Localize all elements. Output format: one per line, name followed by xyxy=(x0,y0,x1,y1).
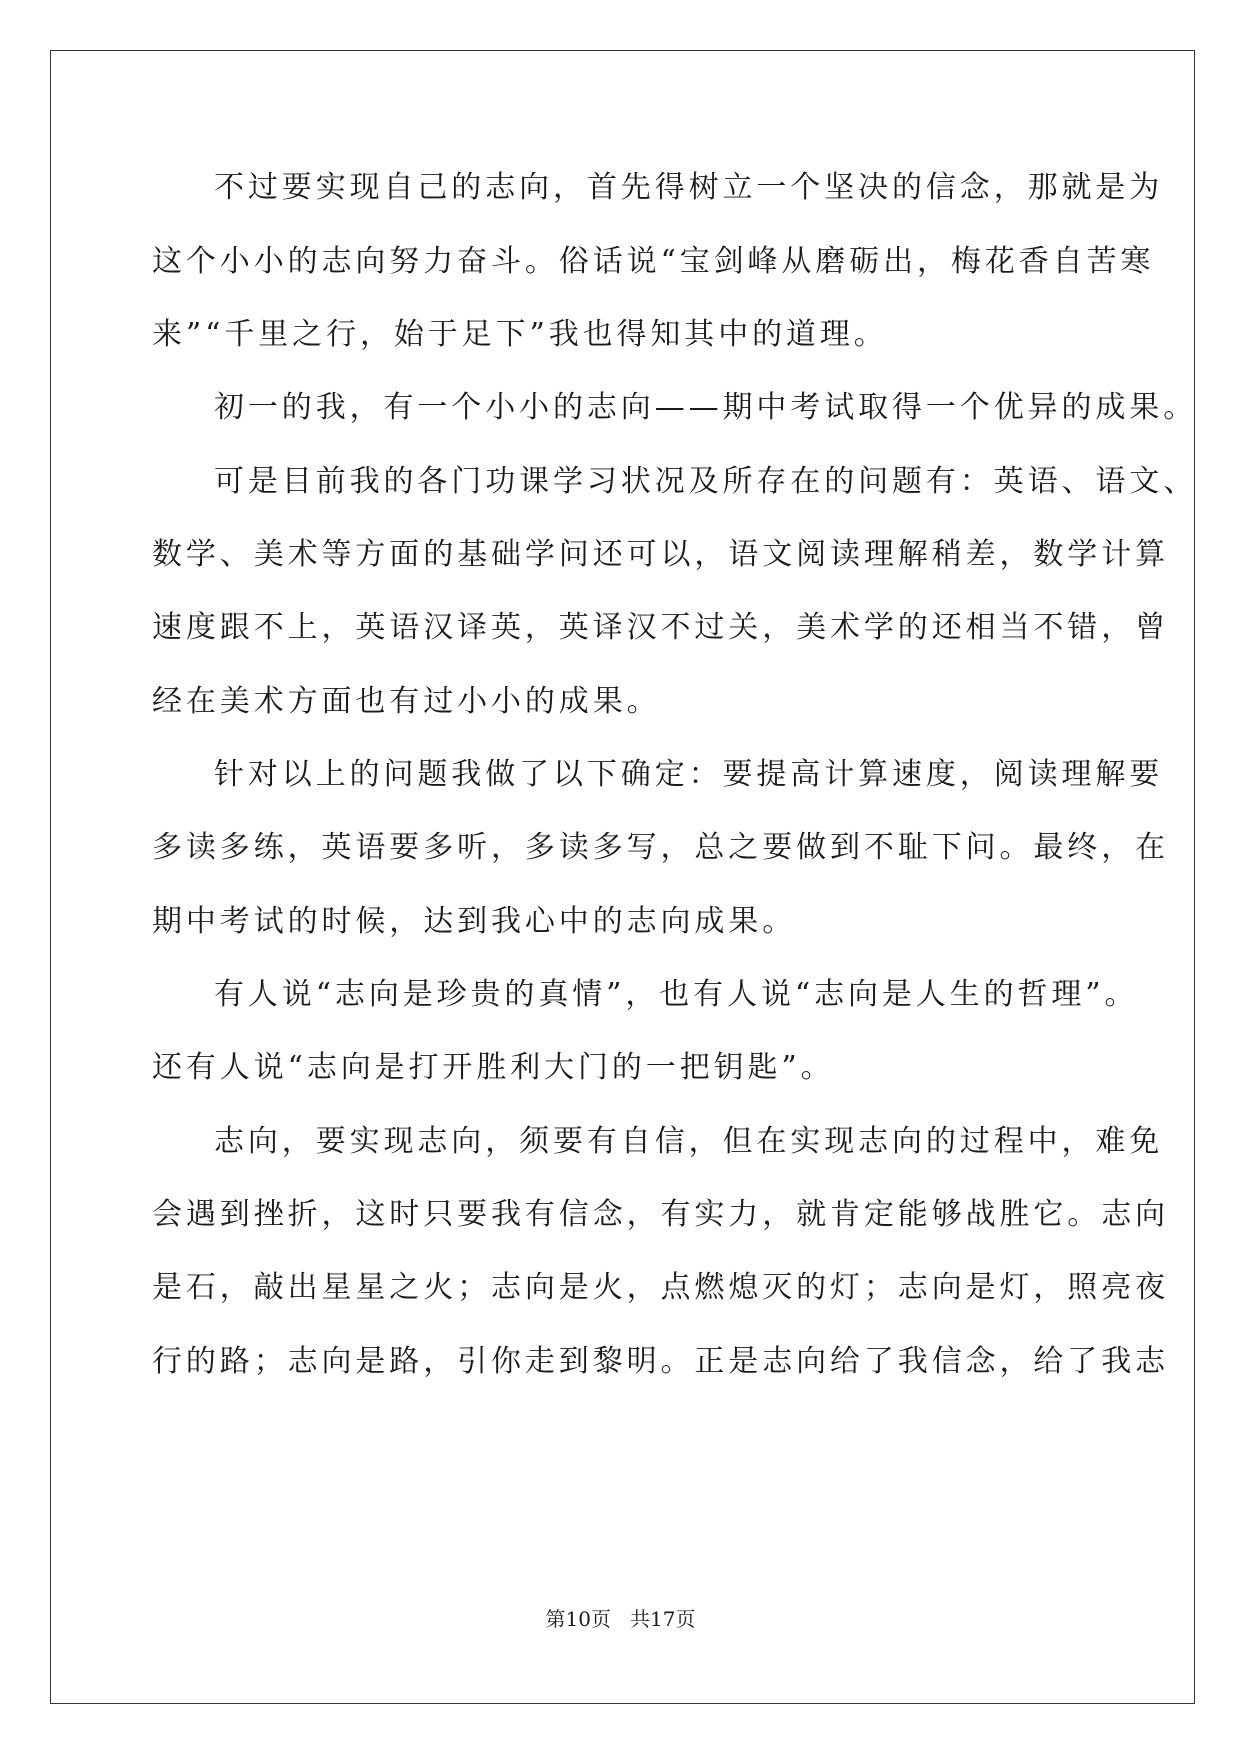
text-line: 针对以上的问题我做了以下确定：要提高计算速度，阅读理解要 xyxy=(214,757,1164,792)
text-line: 行的路；志向是路，引你走到黎明。正是志向给了我信念，给了我志 xyxy=(152,1344,1169,1379)
text-line: 不过要实现自己的志向，首先得树立一个坚决的信念，那就是为 xyxy=(214,170,1164,205)
text-line: 数学、美术等方面的基础学问还可以，语文阅读理解稍差，数学计算 xyxy=(152,537,1169,572)
text-line: 初一的我，有一个小小的志向——期中考试取得一个优异的成果。 xyxy=(214,390,1198,425)
text-line: 多读多练，英语要多听，多读多写，总之要做到不耻下问。最终，在 xyxy=(152,830,1169,865)
text-line: 志向，要实现志向，须要有自信，但在实现志向的过程中，难免 xyxy=(214,1124,1164,1159)
text-line: 经在美术方面也有过小小的成果。 xyxy=(152,684,661,719)
text-line: 速度跟不上，英语汉译英，英译汉不过关，美术学的还相当不错，曾 xyxy=(152,610,1169,645)
text-line: 来”“千里之行，始于足下”我也得知其中的道理。 xyxy=(152,317,888,352)
text-line: 期中考试的时候，达到我心中的志向成果。 xyxy=(152,904,797,939)
text-line: 会遇到挫折，这时只要我有信念，有实力，就肯定能够战胜它。志向 xyxy=(152,1197,1169,1232)
text-line: 有人说“志向是珍贵的真情”，也有人说“志向是人生的哲理”。 xyxy=(214,977,1139,1012)
page-total: 共17页 xyxy=(630,1607,696,1631)
text-line: 是石，敲出星星之火；志向是火，点燃熄灭的灯；志向是灯，照亮夜 xyxy=(152,1270,1169,1305)
text-line: 还有人说“志向是打开胜利大门的一把钥匙”。 xyxy=(152,1050,835,1085)
page-footer xyxy=(0,1607,1241,1631)
text-line: 可是目前我的各门功课学习状况及所存在的问题有：英语、语文、 xyxy=(214,464,1198,499)
page-border xyxy=(50,50,1198,1704)
text-line: 这个小小的志向努力奋斗。俗话说“宝剑峰从磨砺出，梅花香自苦寒 xyxy=(152,244,1155,279)
page-number: 第10页 xyxy=(545,1607,611,1631)
